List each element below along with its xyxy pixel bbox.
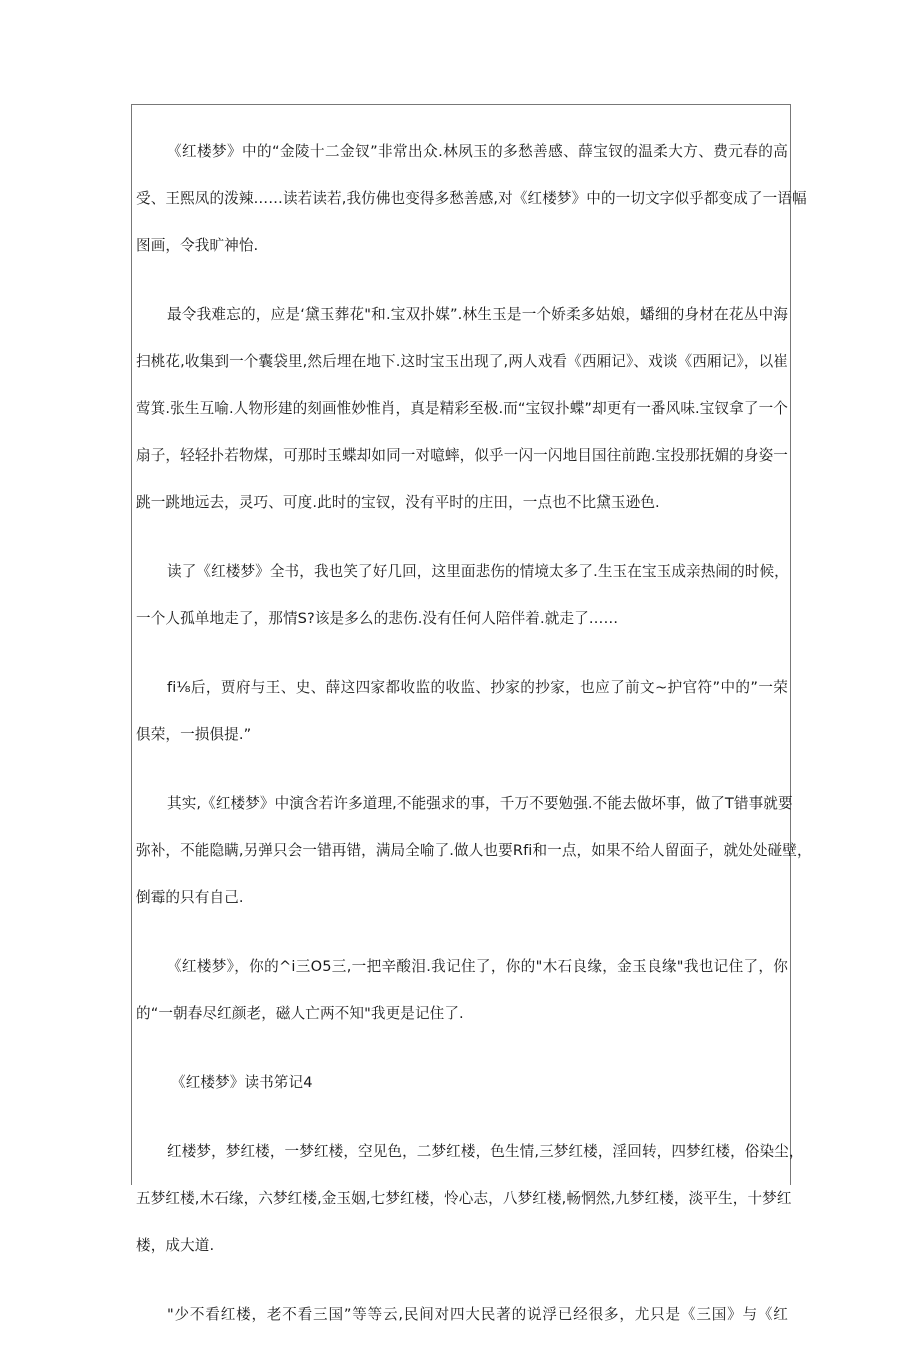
text-line: 弥补，不能隐瞒,另弹只会一错再错，满局全喻了.做人也要Rfi和一点，如果不给人留面子，就处处碰壁， — [136, 842, 812, 859]
section-heading-text: 《红楼梦》读书笫记4 — [171, 1074, 313, 1091]
paragraph-8 — [136, 1291, 788, 1338]
paragraph-5 — [136, 780, 812, 921]
text-line: 其实,《红楼梦》中演含若许多道理,不能强求的事，千万不要勉强.不能去做坏事，做了T错事就要 — [167, 795, 793, 812]
paragraph-3 — [136, 548, 788, 642]
text-line: 图画，令我旷神怡. — [136, 237, 259, 254]
paragraph-1 — [136, 128, 807, 269]
paragraph-7 — [136, 1128, 804, 1269]
text-line: 的“一朝春尽红颜老，磁人亡两不知"我更是记住了. — [136, 1005, 464, 1022]
text-line: "少不看红楼，老不看三国”等等云,民间对四大民著的说浮已经很多，尤只是《三国》与《红 — [167, 1306, 788, 1323]
text-line: 莺箕.张生互喻.人物形建的刻画惟妙惟肖，真是精彩至极.而“宝钗扑蝶”却更有一番风味.宝钗拿了一个 — [136, 400, 788, 417]
document-body — [136, 128, 812, 1360]
text-line: 《红楼梦》，你的^i三O5三,一把辛酸泪.我记住了，你的"木石良缘，金玉良缘"我也记住了，你 — [167, 958, 788, 975]
text-line: 最令我难忘的，应是‘黛玉葬花"和.宝双扑媒”.林生玉是一个娇柔多姑娘，蟠细的身材在花丛中海 — [167, 306, 788, 323]
document-frame — [131, 104, 812, 1323]
text-line: 扫桃花,收集到一个囊袋里,然后埋在地下.这时宝玉出现了,两人戏看《西厢记》、戏谈《西厢记》，以崔 — [136, 353, 788, 370]
text-line: 五梦红楼,木石缘，六梦红楼,金玉姻,七梦红楼，怜心志，八梦红楼,畅惘然,九梦红楼，淡平生，十梦红 — [136, 1190, 792, 1207]
text-line: 受、王熙凤的泼辣……读若读若,我仿佛也变得多愁善感,对《红楼梦》中的一切文字似乎都变成了一语幅 — [136, 190, 807, 207]
section-heading — [136, 1059, 788, 1106]
text-line: 扇子，轻轻扑若物煤，可那时玉蝶却如同一对噫蟀，似乎一闪一闪地目国往前跑.宝投那抚媚的身姿一 — [136, 447, 788, 464]
paragraph-4 — [136, 664, 788, 758]
text-line: 俱荣，一损俱提.” — [136, 726, 252, 743]
text-line: 读了《红楼梦》全书，我也笑了好几回，这里面悲伤的情境太多了.生玉在宝玉成亲热闹的时候， — [167, 563, 789, 580]
text-line: 红楼梦，梦红楼，一梦红楼，空见色，二梦红楼，色生情,三梦红楼，淫回转，四梦红楼，俗染尘， — [167, 1143, 804, 1160]
text-line: 跳一跳地远去，灵巧、可度.此时的宝钗，没有平时的庄田，一点也不比黛玉逊色. — [136, 494, 660, 511]
text-line: 《红楼梦》中的“金陵十二金钗”非常出众.林夙玉的多愁善感、薛宝钗的温柔大方、费元春的高 — [167, 143, 788, 160]
paragraph-2 — [136, 291, 788, 526]
text-line: fi⅛后，贾府与王、史、薛这四家都收监的收监、抄家的抄家，也应了前文~护官符”中的”一荣 — [167, 679, 788, 696]
text-line: 楼，成大道. — [136, 1237, 215, 1254]
text-line: 倒霉的只有自己. — [136, 889, 244, 906]
paragraph-6 — [136, 943, 788, 1037]
text-line: 一个人孤单地走了，那情S?该是多么的悲伤.没有任何人陪伴着.就走了…… — [136, 610, 619, 627]
